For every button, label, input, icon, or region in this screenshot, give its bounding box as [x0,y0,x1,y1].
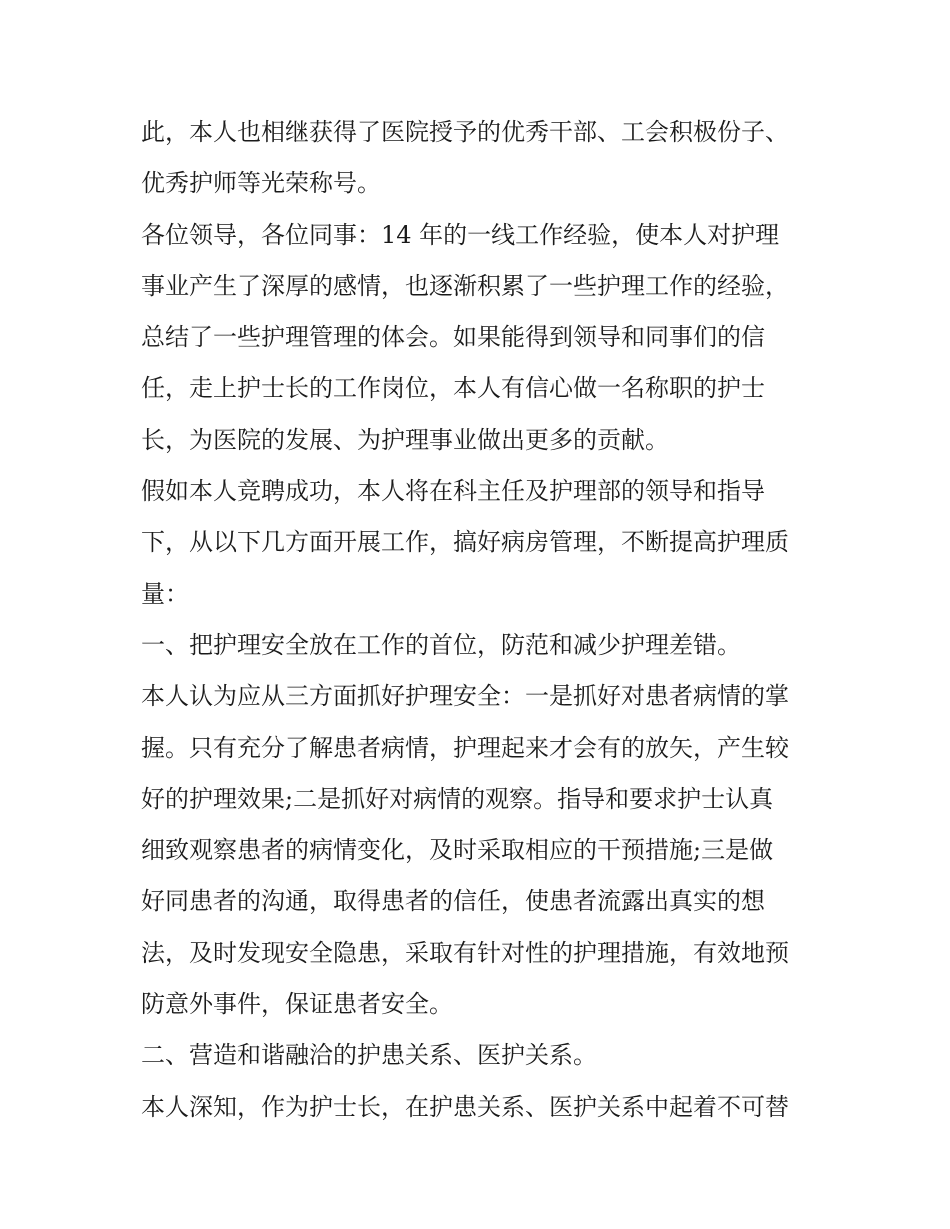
section-heading: 二、营造和谐融洽的护患关系、医护关系。 [141,1041,597,1070]
text-line: 防意外事件，保证患者安全。 [141,990,453,1019]
text-line: 量： [141,579,189,608]
text-line: 握。只有充分了解患者病情，护理起来才会有的放矢，产生较 [141,733,789,762]
text-line: 事业产生了深厚的感情，也逐渐积累了一些护理工作的经验， [141,271,789,300]
body-text [141,107,821,1133]
text-line: 优秀护师等光荣称号。 [141,169,381,198]
text-line: 好的护理效果;二是抓好对病情的观察。指导和要求护士认真 [141,784,774,813]
text-line: 好同患者的沟通，取得患者的信任，使患者流露出真实的想 [141,887,765,916]
text-line: 本人深知，作为护士长，在护患关系、医护关系中起着不可替 [141,1092,789,1121]
text-line: 下，从以下几方面开展工作，搞好病房管理，不断提高护理质 [141,528,789,557]
text-line: 各位领导，各位同事：14 年的一线工作经验，使本人对护理 [141,220,780,249]
text-line: 细致观察患者的病情变化，及时采取相应的干预措施;三是做 [141,836,774,865]
text-line: 总结了一些护理管理的体会。如果能得到领导和同事们的信 [141,323,765,352]
text-line: 此，本人也相继获得了医院授予的优秀干部、工会积极份子、 [141,118,789,146]
text-line: 本人认为应从三方面抓好护理安全：一是抓好对患者病情的掌 [141,682,789,711]
text-line: 长，为医院的发展、为护理事业做出更多的贡献。 [141,425,669,454]
section-heading: 一、把护理安全放在工作的首位，防范和减少护理差错。 [141,630,741,659]
text-line: 法，及时发现安全隐患，采取有针对性的护理措施，有效地预 [141,938,789,967]
text-line: 任，走上护士长的工作岗位，本人有信心做一名称职的护士 [141,374,765,403]
text-line: 假如本人竞聘成功，本人将在科主任及护理部的领导和指导 [141,477,765,506]
